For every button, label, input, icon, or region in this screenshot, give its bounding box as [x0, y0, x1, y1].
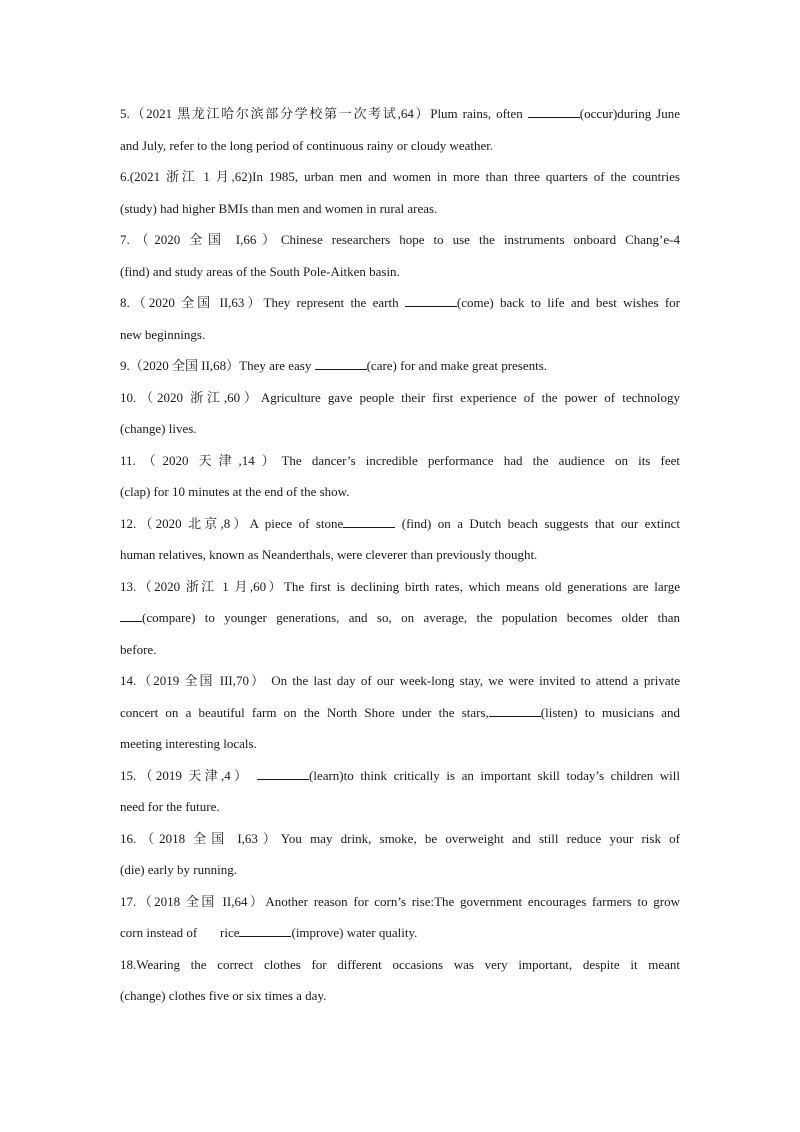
q9-text-before-blank: 9.（2020 全国 II,68）They are easy — [120, 358, 315, 373]
q5-text-before-blank: 5.（2021 黑龙江哈尔滨部分学校第一次考试,64）Plum rains, often — [120, 106, 528, 121]
q13-line1: 13.（2020 浙江 1 月,60）The first is declining birth rates, which means old generations are large — [120, 579, 680, 594]
q5-line2: and July, refer to the long period of continuous rainy or cloudy weather. — [120, 138, 494, 153]
q6-line1: 6.(2021 浙江 1 月,62)In 1985, urban men and women in more than three quarters of the countries — [120, 169, 680, 184]
q16-line1: 16.（2018 全国 I,63）You may drink, smoke, be overweight and still reduce your risk of — [120, 831, 680, 846]
q8-text-after-blank: (come) back to life and best wishes for — [456, 295, 681, 310]
q8-line1 — [120, 294, 680, 312]
q15-text-after-blank: (learn)to think critically is an important skill today’s children will — [309, 768, 680, 783]
q10-line1: 10.（2020 浙江,60）Agriculture gave people their first experience of the power of technology — [120, 390, 680, 405]
q15-line2: need for the future. — [120, 799, 220, 814]
q13-blank[interactable] — [120, 610, 142, 622]
q12-line1 — [120, 515, 680, 533]
q13-text-after-blank: (compare) to younger generations, and so, on average, the population becomes older than — [142, 610, 680, 625]
q9-text-after-blank: (care) for and make great presents. — [366, 358, 548, 373]
q12-text-before-blank: 12.（2020 北京,8）A piece of stone — [120, 516, 344, 531]
q10-line2: (change) lives. — [120, 421, 197, 436]
q11-line2: (clap) for 10 minutes at the end of the show. — [120, 484, 350, 499]
q5-blank[interactable] — [528, 106, 580, 118]
q5-line1 — [120, 105, 680, 123]
q8-blank[interactable] — [405, 295, 457, 307]
q7-line2: (find) and study areas of the South Pole-Aitken basin. — [120, 264, 400, 279]
q12-text-after-blank: (find) on a Dutch beach suggests that our extinct — [395, 516, 680, 531]
q17-text-after-blank: (improve) water quality. — [291, 925, 418, 940]
q17-blank[interactable] — [239, 925, 291, 937]
q14-line3: meeting interesting locals. — [120, 736, 257, 751]
q18-line1: 18.Wearing the correct clothes for different occasions was very important, despite it meant — [120, 957, 680, 972]
q13-line3: before. — [120, 642, 157, 657]
q14-text-after-blank: (listen) to musicians and — [540, 705, 680, 720]
q17-line2 — [120, 924, 680, 942]
q15-line1 — [120, 767, 680, 785]
q17-text-before-blank: corn instead of rice — [120, 925, 240, 940]
q12-blank[interactable] — [343, 516, 395, 528]
q13-line2 — [120, 609, 680, 627]
q8-text-before-blank: 8.（2020 全国 II,63）They represent the earth — [120, 295, 405, 310]
q9-blank[interactable] — [315, 358, 367, 370]
q14-line1: 14.（2019 全国 III,70） On the last day of our week-long stay, we were invited to attend a private — [120, 673, 680, 688]
q5-text-after-blank: (occur)during June — [579, 106, 680, 121]
q8-line2: new beginnings. — [120, 327, 206, 342]
q9-line1 — [120, 357, 680, 375]
q11-line1: 11.（2020 天津,14）The dancer’s incredible performance had the audience on its feet — [120, 453, 680, 468]
q6-line2: (study) had higher BMIs than men and women in rural areas. — [120, 201, 438, 216]
exercise-page — [120, 0, 680, 1132]
q18-line2: (change) clothes five or six times a day. — [120, 988, 327, 1003]
q16-line2: (die) early by running. — [120, 862, 237, 877]
q14-blank[interactable] — [489, 705, 541, 717]
q17-line1: 17.（2018 全国 II,64）Another reason for corn’s rise:The government encourages farmers to grow — [120, 894, 680, 909]
q12-line2: human relatives, known as Neanderthals, were cleverer than previously thought. — [120, 547, 538, 562]
q14-text-before-blank: concert on a beautiful farm on the North Shore under the stars, — [120, 705, 489, 720]
q14-line2 — [120, 704, 680, 722]
q15-blank[interactable] — [257, 768, 309, 780]
q15-text-before-blank: 15.（2019 天津,4） — [120, 768, 257, 783]
q7-line1: 7.（2020 全国 I,66）Chinese researchers hope to use the instruments onboard Chang’e-4 — [120, 232, 680, 247]
